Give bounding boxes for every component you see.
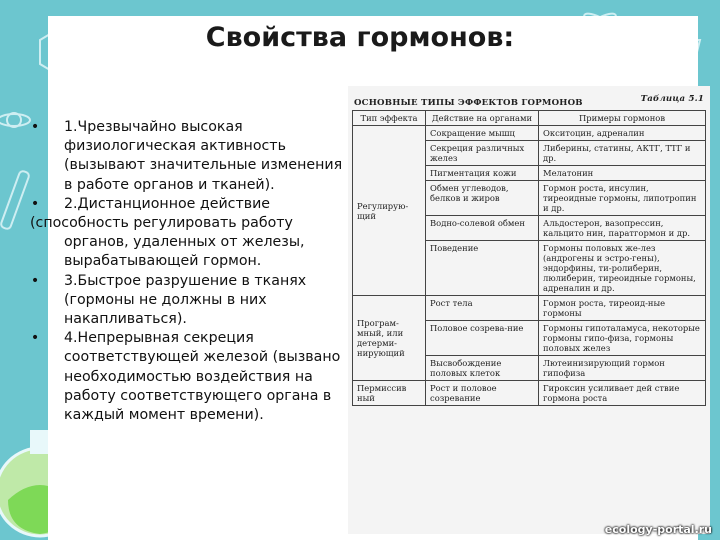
list-item: (способность регулировать работу органов, удаленных от железы, вырабатывающей гормон. bbox=[30, 215, 305, 270]
table-number: Таблица 5.1 bbox=[640, 94, 704, 104]
table-row: Высвобождение половых клеток Лютеинизирующий гормон гипофиза bbox=[353, 356, 706, 381]
table-row: Пермиссив ный Рост и половое созревание Гироксин усиливает дей ствие гормона роста bbox=[353, 381, 706, 406]
hormone-effects-table-image bbox=[348, 86, 710, 534]
column-header: Примеры гормонов bbox=[539, 111, 706, 126]
bullet-marker: • bbox=[30, 195, 40, 212]
list-item: • 4.Непрерывная секреция соответствующей железой (вызвано необходимостью воздействия на работу соответствующего органа в каждый момент времени). bbox=[28, 329, 348, 425]
properties-list bbox=[28, 118, 348, 425]
list-item: • 2.Дистанционное действие bbox=[28, 195, 348, 214]
watermark: ecology-portal.ru bbox=[604, 523, 712, 536]
bullet-marker: • bbox=[30, 330, 40, 347]
column-header: Тип эффекта bbox=[353, 111, 426, 126]
table-row: Програм-мный, или детерми-нирующий Рост тела Гормон роста, тиреоид-ные гормоны bbox=[353, 296, 706, 321]
bullet-marker: • bbox=[30, 272, 40, 289]
table-row: Регулирую-щий Сокращение мышц Окситоцин, адреналин bbox=[353, 126, 706, 141]
table-row: Обмен углеводов, белков и жиров Гормон роста, инсулин, тиреоидные гормоны, липотропин и др. bbox=[353, 181, 706, 216]
list-item: • 1.Чрезвычайно высокая физиологическая активность (вызывают значительные изменения в работе органов и тканей). bbox=[28, 118, 348, 195]
effect-type-cell: Пермиссив ный bbox=[353, 381, 426, 406]
bullet-marker: • bbox=[30, 119, 40, 135]
hormone-effects-table bbox=[352, 110, 706, 406]
table-caption: ОСНОВНЫЕ ТИПЫ ЭФФЕКТОВ ГОРМОНОВ bbox=[354, 98, 583, 108]
test-tube-icon bbox=[0, 170, 30, 230]
table-row: Водно-солевой обмен Альдостерон, вазопрессин, кальцито нин, паратгормон и др. bbox=[353, 216, 706, 241]
slide-title: Свойства гормонов: bbox=[205, 22, 515, 53]
effect-type-cell: Регулирую-щий bbox=[353, 126, 426, 296]
table-row: Пигментация кожи Мелатонин bbox=[353, 166, 706, 181]
table-row: Секреция различных желез Либерины, статины, АКТГ, ТТГ и др. bbox=[353, 141, 706, 166]
effect-type-cell: Програм-мный, или детерми-нирующий bbox=[353, 296, 426, 381]
table-row: Поведение Гормоны половых же-лез (андрогены и эстро-гены), эндорфины, ти-ролиберин, люлиберин, тиреоидные гормоны, адреналин и др. bbox=[353, 241, 706, 296]
column-header: Действие на органами bbox=[426, 111, 539, 126]
table-header bbox=[354, 94, 704, 110]
table-row: Половое созрева-ние Гормоны гипоталамуса, некоторые гормоны гипо-физа, гормоны половых желез bbox=[353, 321, 706, 356]
list-item: • 3.Быстрое разрушение в тканях (гормоны не должны в них накапливаться). bbox=[28, 272, 348, 330]
